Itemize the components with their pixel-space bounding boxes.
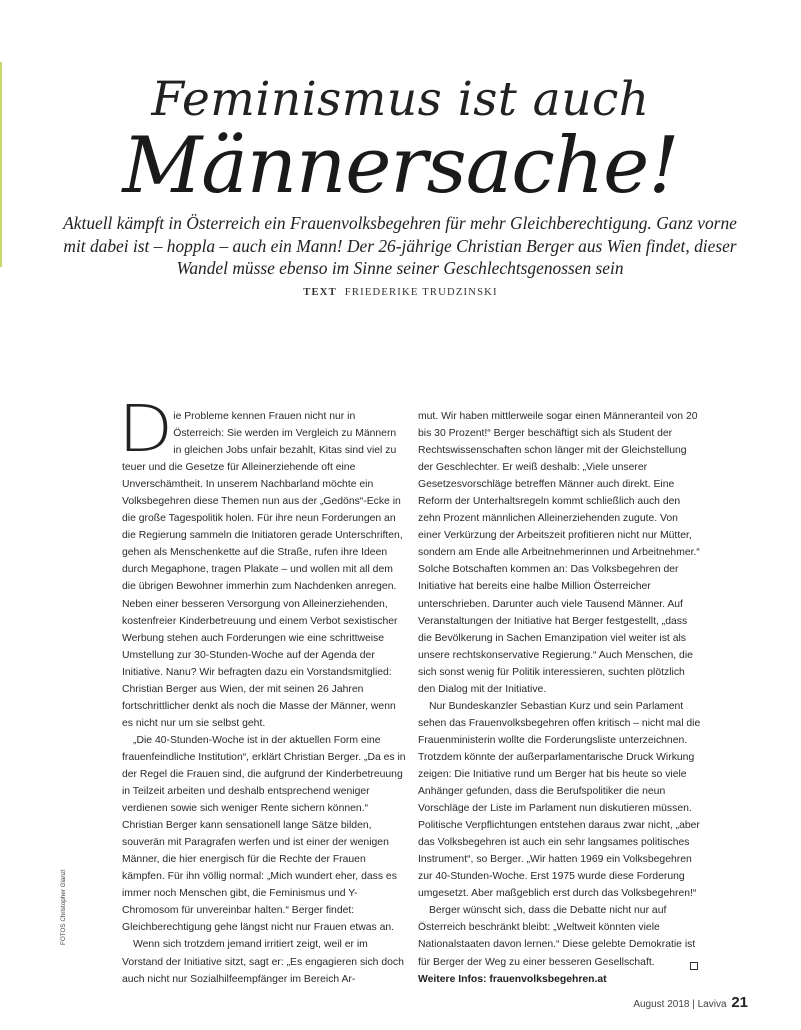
page-footer bbox=[633, 994, 748, 1011]
article-paragraph: Wenn sich trotzdem jemand irritiert zeigt, weil er im Vorstand der Initiative sitzt, sagt er: „Es engagieren sich doch auch nicht nur Sozialhilfeempfänger im Bereich Ar- bbox=[122, 939, 404, 985]
article-paragraph: „Die 40-Stunden-Woche ist in der aktuellen Form eine frauenfeindliche Institution“, erklärt Christian Berger. „Da es in der Regel die Frauen sind, die aufgrund der Kinderbetreuung in Teilzeit arbeiten und deshalb entsprechend weniger verdienen sowie sich weniger Rente sichern können.“ Christian Berger kann sensationell lange Sätze bilden, souverän mit Paragrafen werfen und ist einer der wenigen Männer, die hier energisch für die Rechte der Frauen kämpfen. Für ihn völlig normal: „Mich wundert eher, dass es immer noch Menschen gibt, die Feminismus und Y-Chromosom für unvereinbar halten.“ Berger findet: Gleichberechtigung gehe längst nicht nur Frauen etwas an. bbox=[122, 734, 406, 934]
more-info-link[interactable]: Weitere Infos: frauenvolksbegehren.at bbox=[418, 973, 607, 985]
byline-label: TEXT bbox=[303, 287, 337, 298]
byline-author: FRIEDERIKE TRUDZINSKI bbox=[344, 287, 498, 298]
page-number: 21 bbox=[731, 994, 748, 1011]
headline-line-2: Männersache! bbox=[122, 121, 679, 211]
end-of-article-square-icon bbox=[690, 962, 698, 970]
headline-line-1: Feminismus ist auch bbox=[151, 72, 650, 127]
article-paragraph: Berger wünscht sich, dass die Debatte nicht nur auf Österreich beschränkt bleibt: „Weltweit könnten viele Nationalstaaten davon lernen.“ Diese gelebte Demokratie ist für Berger der Weg zu einer besseren Gesellschaft. bbox=[418, 905, 696, 968]
article-paragraph: Nur Bundeskanzler Sebastian Kurz und sein Parlament sehen das Frauenvolksbegehren offen kritisch – nicht mal die Frauenministerin wollte die Forderungsliste unterzeichnen. Trotzdem könnte der außerparlamentarische Druck Wirkung zeigen: Die Initiative rund um Berger hat bis heute so viele Anhänger gefunden, dass die Berufspolitiker die neun Vorschläge der Liste im Parlament nun diskutieren müssen. Politische Verpflichtungen entstehen daraus zwar nicht, „aber das Volksbegehren ist auch ein sehr langsames politisches Instrument“, so Berger. „Wir hatten 1969 ein Volksbegehren zur 40-Stunden-Woche. Erst 1975 wurde diese Forderung umgesetzt. Aber maßgeblich erst durch das Volksbegehren!“ bbox=[418, 700, 701, 900]
article-paragraph bbox=[118, 393, 406, 732]
photo-credit: FOTOS Christopher Glanzl bbox=[60, 869, 67, 945]
byline bbox=[0, 287, 801, 298]
article-paragraph: mut. Wir haben mittlerweile sogar einen Männeranteil von 20 bis 30 Prozent!“ Berger beschäftigt sich als Student der Rechtswissenschaften schon länger mit der Gleichstellung der Geschlechter. Er weiß deshalb: „Viele unserer Gesetzesvorschläge betreffen Männer auch direkt. Eine Reform der Unterhaltsregeln kommt schließlich auch den zehn Prozent männlichen Alleinerziehenden zugute. Von einer Verkürzung der Arbeitszeit profitieren nicht nur Mütter, sondern am Ende alle Arbeitnehmerinnen und Arbeitnehmer.“ Solche Botschaften kommen an: Das Volksbegehren der Initiative hat bereits eine halbe Million Österreicher unterschrieben. Darunter auch viele Tausend Männer. Auf Veranstaltungen der Initiative hat Berger festgestellt, „dass die Bevölkerung in Sachen Emanzipation viel weiter ist als unsere rechtskonservative Regierung.“ Auch Menschen, die sich sonst wenig für Politik interessieren, suchten plötzlich den Dialog mit der Initiative. bbox=[418, 411, 700, 695]
drop-cap: D bbox=[118, 393, 174, 467]
lead-paragraph: Aktuell kämpft in Österreich ein Frauenvolksbegehren für mehr Gleichberechtigung. Ganz vorne mit dabei ist – hoppla – auch ein Mann! Der 26-jährige Christian Berger aus Wien findet, dieser Wandel müsse ebenso im Sinne seiner Geschlechtsgenossen sein bbox=[63, 213, 737, 278]
paragraph-text: ie Probleme kennen Frauen nicht nur in Österreich: Sie werden im Vergleich zu Männern in gleichen Jobs unfair bezahlt, Kitas sind viel zu teuer und die Gesetze für Alleinerziehende oft eine Unverschämtheit. In unserem Nachbarland möchte ein Volksbegehren diese Themen nun aus der „Gedöns“-Ecke in die große Tagespolitik holen. Für ihre neun Forderungen an die Regierung sammeln die Initiatoren gerade Unterschriften, gehen als Menschenkette auf die Straße, rufen ihre Ideen durch Megaphone, tragen Plakate – und wollen mit all dem die übrigen Bewohner immerhin zum Nachdenken anregen. Neben einer besseren Versorgung von Alleinerziehenden, kostenfreier Kinderbetreuung und einem Verbot sexistischer Werbung stehen auch Forderungen wie eine schrittweise Umstellung zur 30-Stunden-Woche auf der Agenda der Initiative. Nanu? Wir befragten dazu ein Vorstandsmitglied: Christian Berger aus Wien, der mit seinen 26 Jahren fortschrittlicher denkt als noch die Masse der Männer, wenn es nicht nur um sie selbst geht. bbox=[122, 411, 403, 729]
article-column-right bbox=[418, 408, 702, 988]
footer-issue: August 2018 | Laviva bbox=[633, 999, 727, 1010]
article-column-left bbox=[118, 393, 406, 988]
